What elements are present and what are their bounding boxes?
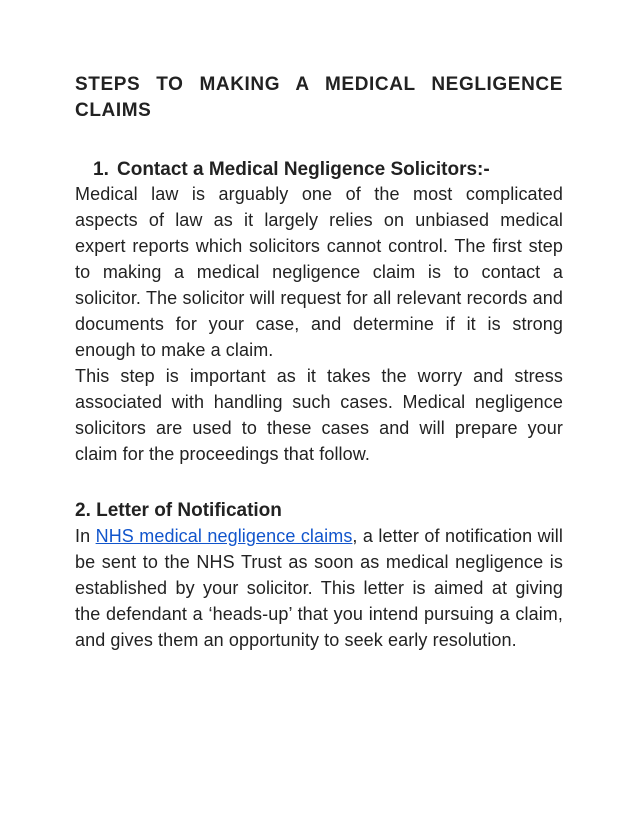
section-2-paragraph-prefix: In xyxy=(75,526,96,546)
section-1-heading-text: Contact a Medical Negligence Solicitors:- xyxy=(117,159,490,180)
section-2-heading: 2. Letter of Notification xyxy=(75,500,282,521)
section-1-paragraph-2: This step is important as it takes the worry and stress associated with handling such cases. Medical negligence solicitors are used to these cases and will prepare your claim for the proceedings that follow. xyxy=(75,366,563,464)
section-1-heading xyxy=(93,157,490,183)
section-2-paragraph-rest: , a letter of notification will be sent to the NHS Trust as soon as medical negligence is established by your solicitor. This letter is aimed at giving the defendant a ‘heads-up’ that you intend pursuing a claim, and gives them an opportunity to seek early resolution. xyxy=(75,526,563,650)
document-title: STEPS TO MAKING A MEDICAL NEGLIGENCE CLAIMS xyxy=(75,74,563,121)
section-1-paragraph-1: Medical law is arguably one of the most complicated aspects of law as it largely relies on unbiased medical expert reports which solicitors cannot control. The first step to making a medical negligence claim is to contact a solicitor. The solicitor will request for all relevant records and documents for your case, and determine if it is strong enough to make a claim. xyxy=(75,184,563,360)
nhs-claims-link[interactable]: NHS medical negligence claims xyxy=(95,526,353,546)
section-1-number: 1. xyxy=(93,159,109,180)
section-2-paragraph xyxy=(75,523,563,653)
